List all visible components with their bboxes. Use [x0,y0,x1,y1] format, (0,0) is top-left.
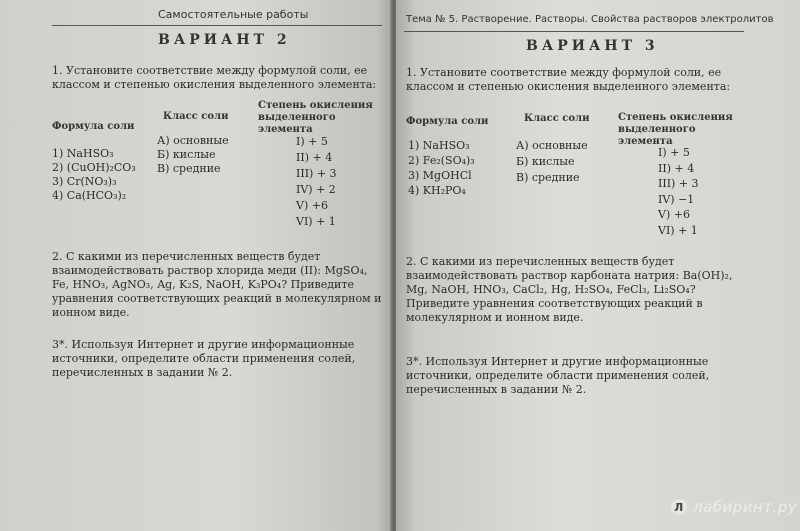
left-oxidation-item: III) + 3 [296,167,337,180]
left-task3-text: 3*. Используя Интернет и другие информационные источники, определите области применения солей, перечисленных в задании № 2. [52,338,356,379]
labyrinth-logo-icon: Л [671,499,687,515]
right-oxidation-item: II) + 4 [658,161,695,175]
left-running-head: Самостоятельные работы [158,8,309,21]
right-task1-text: 1. Установите соответствие между формулой соли, ее классом и степенью окисления выделенного элемента: [406,66,731,93]
watermark [671,498,797,516]
left-class-item: В) средние [157,162,221,175]
left-oxidation-list [296,134,337,230]
right-formula-item: 1) NaHSO₃ [408,139,470,152]
right-class-list [516,138,588,186]
right-formula-item: 4) KH₂PO₄ [408,184,466,197]
left-page [0,0,392,531]
right-oxidation-item: I) + 5 [658,146,690,159]
left-oxidation-item: II) + 4 [296,151,333,164]
left-oxidation-item: I) + 5 [296,135,328,148]
right-col-oxidation: Степень окисления выделенного элемента [618,112,733,147]
right-formula-item: 3) MgOHCl [408,169,472,182]
left-oxidation-item: IV) + 2 [296,183,336,196]
left-class-item: А) основные [157,134,229,147]
left-oxidation-item: VI) + 1 [296,215,336,228]
left-task2-text: 2. С какими из перечисленных веществ будет взаимодействовать раствор хлорида меди (II): MgSO₄, Fe, HNO₃, AgNO₃, Ag, K₂S, NaOH, K₃PO₄? Приведите уравнения соответствующих реакций в молекулярном и ионном виде. [52,250,382,319]
right-formula-list [408,138,475,198]
right-oxidation-item: VI) + 1 [658,223,698,237]
left-task1-text: 1. Установите соответствие между формулой соли, ее классом и степенью окисления выделенного элемента: [52,64,377,91]
left-variant-title: ВАРИАНТ 2 [158,32,291,48]
left-col-formula: Формула соли [52,121,135,132]
right-oxidation-item: III) + 3 [658,177,699,190]
left-formula-item: 3) Cr(NO₃)₃ [52,175,117,188]
right-oxidation-list [658,145,699,238]
left-formula-item: 1) NaHSO₃ [52,147,114,160]
left-col-oxidation: Степень окисления выделенного элемента [258,100,373,135]
left-formula-item: 2) (CuOH)₂CO₃ [52,161,136,174]
right-class-item: Б) кислые [516,155,575,168]
left-oxidation-item: V) +6 [296,199,328,212]
right-variant-title: ВАРИАНТ 3 [526,38,659,54]
right-running-head: Тема № 5. Растворение. Растворы. Свойства растворов электролитов [406,14,774,25]
right-formula-item: 2) Fe₂(SO₄)₃ [408,154,475,167]
right-col-class: Класс соли [524,113,590,124]
watermark-text: лабиринт.ру [693,498,798,516]
right-task2-text: 2. С какими из перечисленных веществ будет взаимодействовать раствор карбоната натрия: Ba(OH)₂, Mg, NaOH, HNO₃, CaCl₂, Hg, H₂SO₄, FeCl₃, Li₂SO₄? Приведите уравнения соответствующих реакций в молекулярном и ионном виде. [406,255,733,324]
left-header-rule [52,25,382,26]
right-page [396,0,800,531]
left-class-item: Б) кислые [157,148,216,161]
right-class-item: А) основные [516,139,588,152]
left-class-list [157,134,229,176]
right-header-rule [404,31,744,32]
right-col-formula: Формула соли [406,116,489,127]
left-formula-item: 4) Ca(HCO₃)₂ [52,189,127,202]
left-formula-list [52,147,136,203]
right-oxidation-item: V) +6 [658,208,690,221]
left-col-class: Класс соли [163,111,229,122]
right-oxidation-item: IV) −1 [658,192,695,206]
right-task3-text: 3*. Используя Интернет и другие информационные источники, определите области применения солей, перечисленных в задании № 2. [406,355,710,396]
right-class-item: В) средние [516,171,580,184]
